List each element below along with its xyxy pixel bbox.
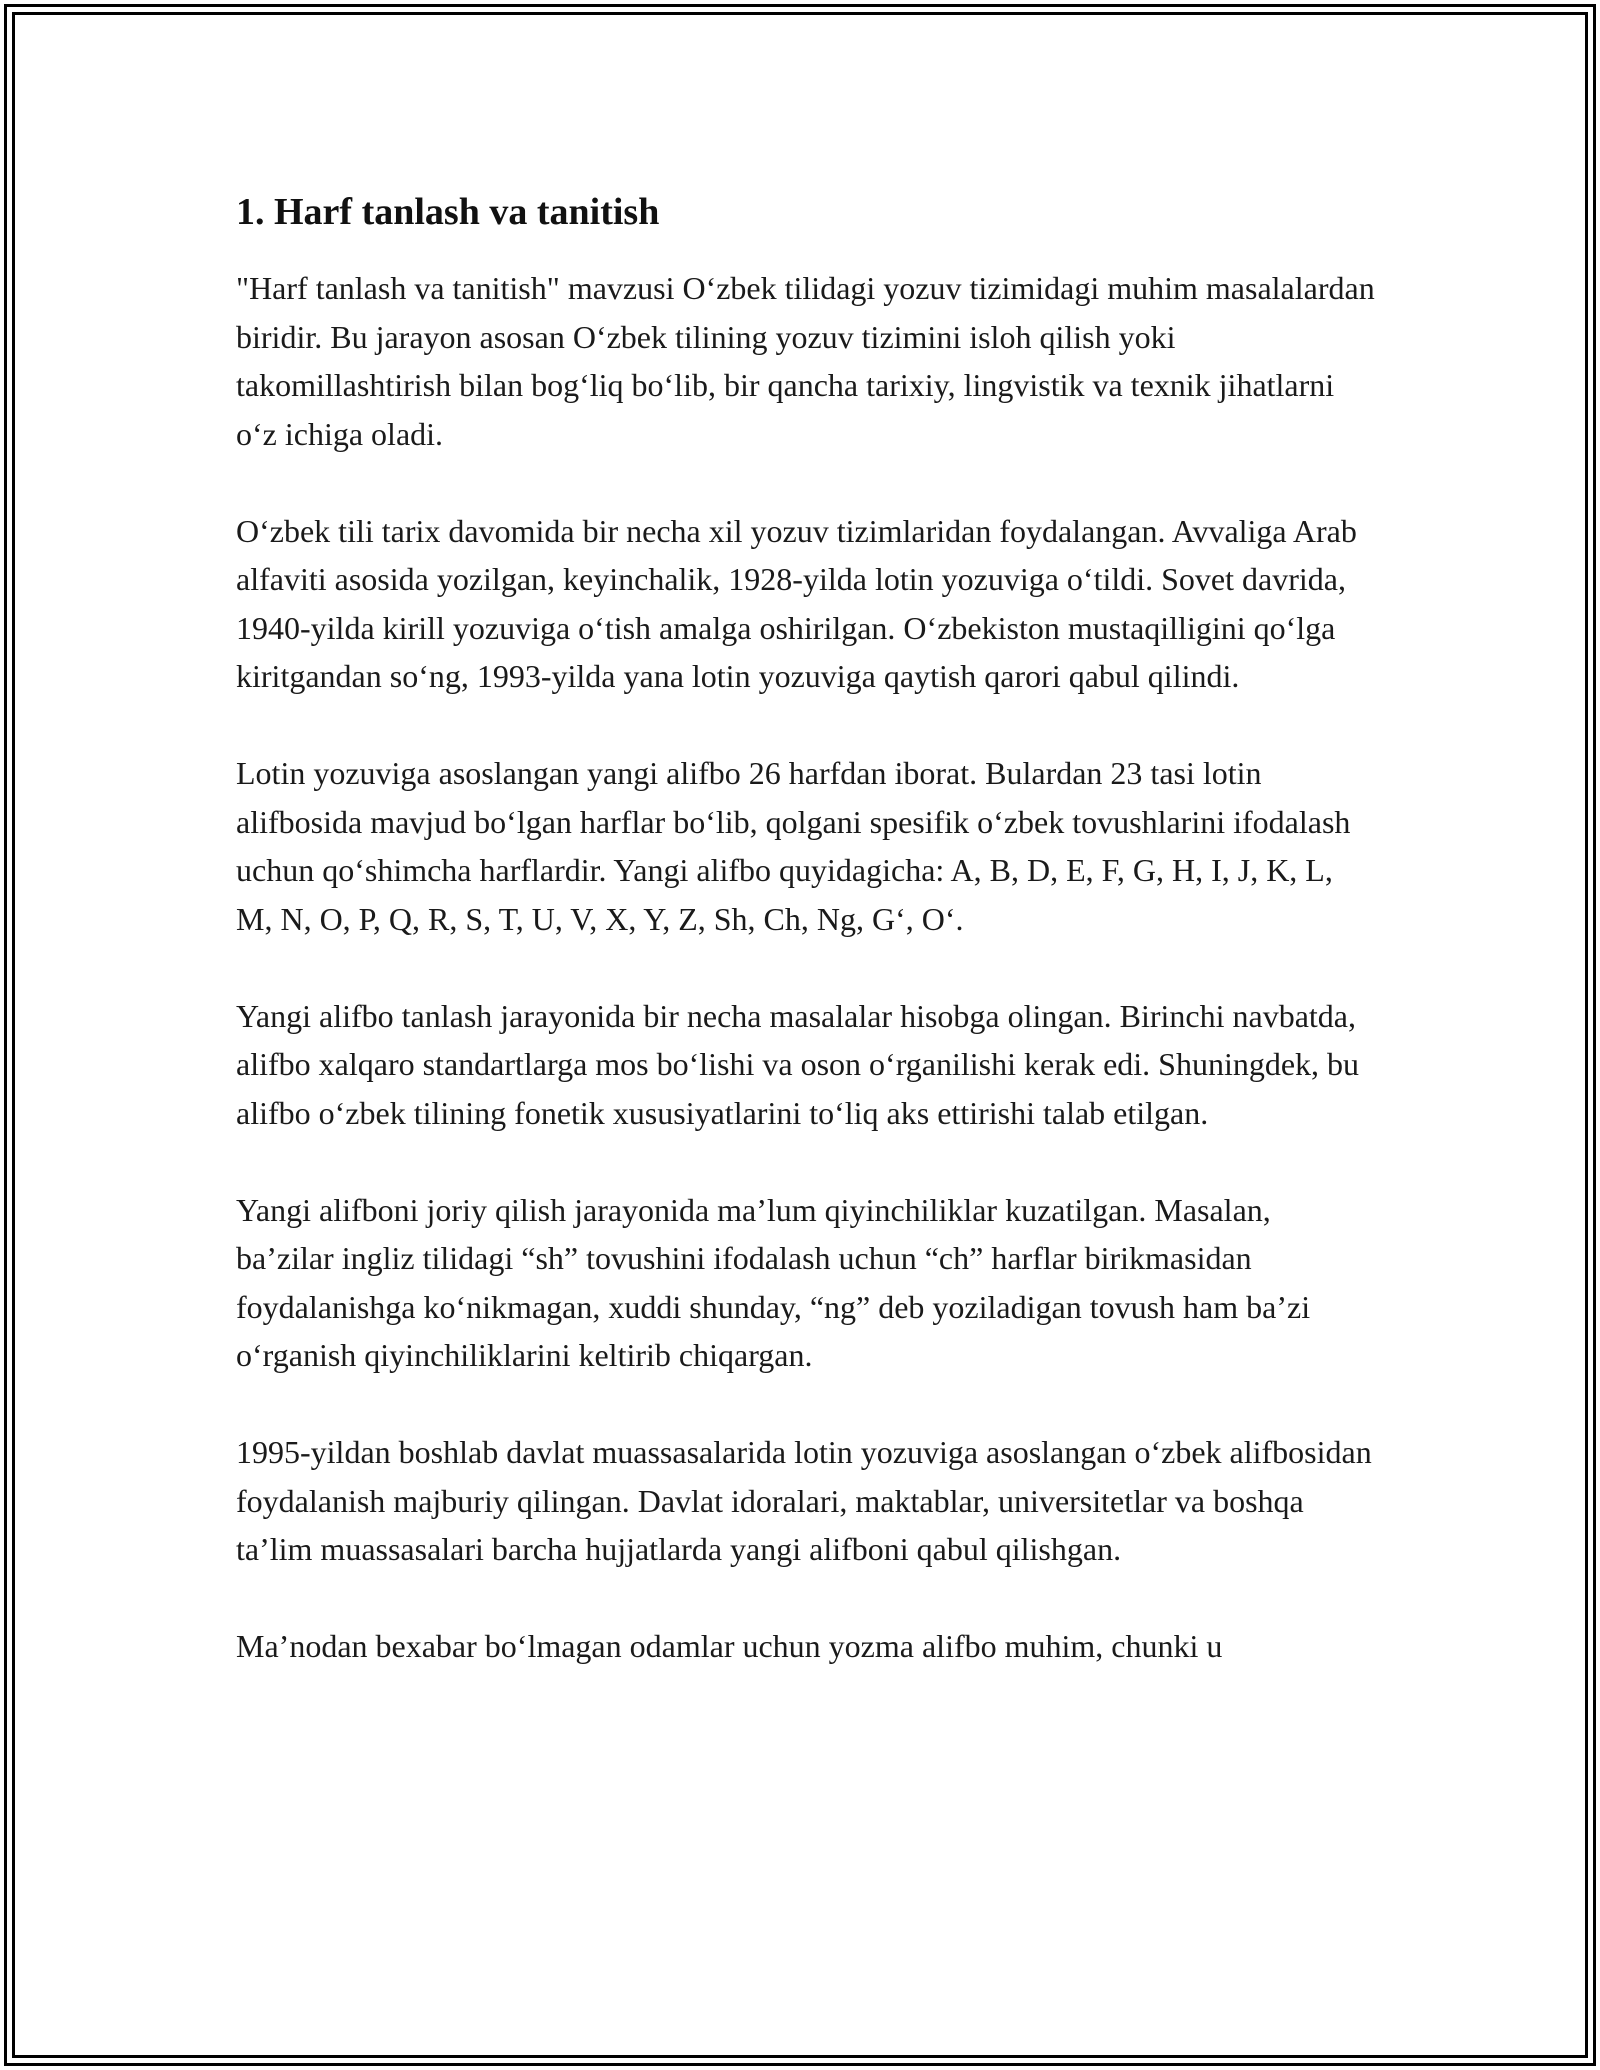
- paragraph-5: Yangi alifboni joriy qilish jarayonida ma’lum qiyinchiliklar kuzatilgan. Masalan, ba’zilar ingliz tilidagi “sh” tovushini ifodalash uchun “ch” harflar birikmasidan foydalanishga ko‘nikmagan, xuddi shunday, “ng” deb yoziladigan tovush ham ba’zi o‘rganish qiyinchiliklarini keltirib chiqargan.: [236, 1191, 1311, 1373]
- paragraph-2: O‘zbek tili tarix davomida bir necha xil yozuv tizimlaridan foydalangan. Avvaliga Arab alfaviti asosida yozilgan, keyinchalik, 1928-yilda lotin yozuviga o‘tildi. Sovet davrida, 1940-yilda kirill yozuviga o‘tish amalga oshirilgan. O‘zbekiston mustaqilligini qo‘lga kiritgandan so‘ng, 1993-yilda yana lotin yozuviga qaytish qarori qabul qilindi.: [236, 512, 1357, 694]
- paragraph-7: Ma’nodan bexabar bo‘lmagan odamlar uchun yozma alifbo muhim, chunki u: [236, 1628, 1223, 1664]
- section-heading: 1. Harf tanlash va tanitish: [236, 191, 660, 233]
- paragraph-4: Yangi alifbo tanlash jarayonida bir necha masalalar hisobga olingan. Birinchi navbatda, alifbo xalqaro standartlarga mos bo‘lishi va oson o‘rganilishi kerak edi. Shuningdek, bu alifbo o‘zbek tilining fonetik xususiyatlarini to‘liq aks ettirishi talab etilgan.: [236, 997, 1360, 1131]
- paragraph-3: Lotin yozuviga asoslangan yangi alifbo 26 harfdan iborat. Bulardan 23 tasi lotin alifbosida mavjud bo‘lgan harflar bo‘lib, qolgani spesifik o‘zbek tovushlarini ifodalash uchun qo‘shimcha harflardir. Yangi alifbo quyidagicha: A, B, D, E, F, G, H, I, J, K, L, M, N, O, P, Q, R, S, T, U, V, X, Y, Z, Sh, Ch, Ng, G‘, O‘.: [236, 755, 1351, 937]
- paragraph-1: "Harf tanlash va tanitish" mavzusi O‘zbek tilidagi yozuv tizimidagi muhim masalalardan biridir. Bu jarayon asosan O‘zbek tilining yozuv tizimini isloh qilish yoki takomillashtirish bilan bog‘liq bo‘lib, bir qancha tarixiy, lingvistik va texnik jihatlarni o‘z ichiga oladi.: [236, 270, 1375, 452]
- paragraph-6: 1995-yildan boshlab davlat muassasalarida lotin yozuviga asoslangan o‘zbek alifbosidan foydalanish majburiy qilingan. Davlat idoralari, maktablar, universitetlar va boshqa ta’lim muassasalari barcha hujjatlarda yangi alifboni qabul qilishgan.: [236, 1434, 1372, 1567]
- document-body: [236, 186, 1376, 1671]
